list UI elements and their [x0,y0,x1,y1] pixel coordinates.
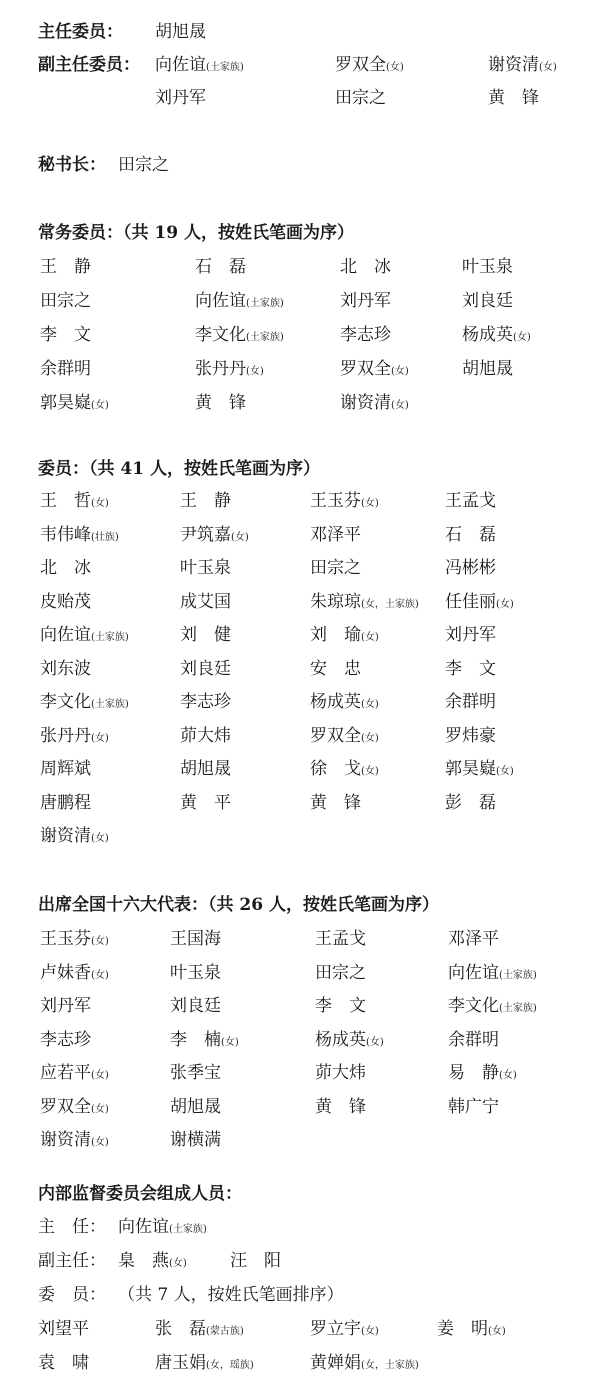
person-name: 邓泽平 [448,929,499,949]
person-name: 杨成英 [462,325,513,345]
person-name: 尹筑嘉 [180,524,231,545]
person-name: 韦伟峰 [40,524,91,545]
person-entry [445,557,496,579]
person-name: 谢横满 [170,1130,221,1150]
person-name: 罗双全 [340,359,391,379]
person-entry [462,358,513,380]
person-entry [180,758,231,780]
person-name: 韩广宁 [448,1096,499,1117]
person-entry [180,792,231,814]
person-name: 张丹丹 [40,725,91,746]
person-entry [40,557,91,579]
person-name: 汪 阳 [230,1251,281,1271]
person-entry [310,758,379,783]
person-name: 安 忠 [310,658,361,679]
person-entry [315,995,366,1017]
person-name: 向佐谊 [195,291,246,311]
person-name: 刘望平 [38,1319,89,1339]
person-entry [195,392,246,414]
person-name: 罗炜豪 [445,725,496,746]
supervision-chair [118,1216,207,1241]
person-entry [195,324,284,349]
person-entry [40,691,129,716]
person-entry [315,1096,366,1118]
supervision-members-note: （共 7 人，按姓氏笔画排序） [118,1285,344,1305]
person-name: 王玉芬 [310,491,361,511]
vice-chair-label: 副主任委员： [38,55,140,75]
person-name: 石 磊 [445,524,496,545]
person-entry [40,825,109,850]
person-entry [40,1029,91,1051]
person-name: 刘丹军 [340,291,391,311]
person-name: 卢妹香 [40,962,91,983]
person-entry [40,358,91,380]
person-entry [310,691,379,716]
person-entry [340,290,391,312]
person-name: 胡旭晟 [180,759,231,779]
person-entry [310,624,379,649]
person-entry [40,758,91,780]
person-note: (女) [361,632,379,643]
person-entry [462,324,531,349]
person-entry [40,524,119,549]
person-name: 成艾国 [180,591,231,612]
person-note: (女) [221,1036,239,1048]
person-note: (女) [91,969,109,981]
person-name: 叶玉泉 [170,962,221,983]
person-note: (女，土家族) [361,598,419,610]
person-name: 唐玉娟 [155,1353,206,1373]
person-note: (女) [366,1036,384,1048]
person-name: 谢资清 [488,55,539,75]
person-entry [40,624,129,649]
person-note: (土家族) [91,699,129,710]
person-entry [180,691,231,713]
person-name: 谢资清 [340,393,391,413]
person-entry [170,1062,221,1084]
person-name: 胡旭晟 [170,1096,221,1117]
person-name: 罗双全 [40,1096,91,1117]
person-entry [170,1029,239,1054]
person-entry [40,490,109,515]
person-entry [448,962,537,987]
person-name: 张季宝 [170,1063,221,1083]
person-name: 黄 锋 [310,792,361,813]
person-entry [310,490,379,515]
supervision-title: 内部监督委员会组成人员： [38,1184,242,1204]
person-entry [488,87,539,109]
person-name: 王 静 [40,257,91,277]
person-name: 茆大炜 [180,725,231,746]
person-note: (女) [91,1103,109,1115]
person-name: 向佐谊 [155,55,206,75]
person-name: 茆大炜 [315,1063,366,1083]
supervision-members-label: 委 员： [38,1285,106,1305]
person-note: (女) [513,332,531,343]
person-entry [170,928,221,950]
person-entry [448,1062,517,1087]
person-entry [445,725,496,747]
person-note: (壮族) [91,531,119,543]
person-entry [448,928,499,950]
person-entry [155,87,206,109]
person-entry [170,1096,221,1118]
person-name: 罗双全 [335,55,386,75]
person-name: 谢资清 [40,826,91,846]
person-name: 刘良廷 [170,996,221,1016]
person-name: 余群明 [448,1029,499,1050]
person-entry [40,256,91,278]
person-name: 罗立宇 [310,1319,361,1339]
person-name: 李文化 [40,692,91,712]
person-entry [180,490,231,512]
person-note: (女) [361,498,379,509]
person-entry [445,792,496,814]
person-name: 王 哲 [40,491,91,511]
person-note: (女) [499,1070,517,1081]
person-entry [38,1352,89,1374]
person-entry [180,524,249,549]
person-entry [40,725,109,750]
person-entry [40,290,91,312]
person-name: 唐鹏程 [40,792,91,813]
person-name: 向佐谊 [118,1217,169,1237]
person-entry [180,725,231,747]
person-name: 黄婵娟 [310,1353,361,1373]
person-name: 张 磊 [155,1319,206,1339]
person-entry [310,792,361,814]
person-name: 李 文 [315,996,366,1016]
person-name: 田宗之 [335,88,386,108]
person-name: 李 文 [40,325,91,345]
person-entry [310,591,419,616]
person-entry [40,962,109,987]
person-name: 皮贻茂 [40,591,91,612]
person-name: 易 静 [448,1063,499,1083]
person-name: 余群明 [445,692,496,712]
person-name: 刘 瑜 [310,625,361,645]
person-entry [170,1129,221,1151]
delegates-title: 出席全国十六大代表：（共 26 人，按姓氏笔画为序） [38,895,439,915]
person-entry [170,962,221,984]
person-entry [40,591,91,613]
person-name: 王孟戈 [315,929,366,949]
person-name: 黄 平 [180,792,231,813]
person-entry [448,995,537,1020]
person-name: 刘 健 [180,625,231,645]
person-name: 胡旭晟 [462,359,513,379]
person-entry [180,557,231,579]
person-entry [437,1318,506,1343]
person-note: (土家族) [499,969,537,981]
person-name: 北 冰 [40,558,91,578]
person-note: (女) [91,498,109,509]
person-entry [155,1352,254,1377]
person-name: 谢资清 [40,1130,91,1150]
person-name: 王玉芬 [40,929,91,949]
person-name: 黄 锋 [488,88,539,108]
person-name: 刘良廷 [180,658,231,679]
person-entry [445,624,496,646]
person-name: 黄 锋 [195,393,246,413]
person-entry [315,928,366,950]
person-note: (土家族) [91,632,129,643]
person-note: (女) [539,62,557,73]
person-note: (女) [488,1326,506,1337]
person-entry [40,1096,109,1121]
person-entry [310,524,361,546]
person-name: 邓泽平 [310,524,361,545]
person-note: (土家族) [169,1224,207,1235]
person-entry [40,928,109,953]
person-name: 叶玉泉 [180,558,231,578]
person-entry [462,256,513,278]
person-name: 应若平 [40,1063,91,1083]
person-entry [40,1129,109,1154]
person-entry [462,290,513,312]
person-note: (女) [361,1326,379,1337]
person-entry [310,658,361,680]
person-entry [340,358,409,383]
person-name: 王孟戈 [445,491,496,511]
person-note: (土家族) [499,1003,537,1014]
person-entry [170,995,221,1017]
person-entry [310,1352,419,1377]
person-entry [195,290,284,315]
person-name: 向佐谊 [40,625,91,645]
person-name: 石 磊 [195,257,246,277]
person-name: 北 冰 [340,257,391,277]
secretary-name: 田宗之 [118,155,169,175]
person-entry [40,792,91,814]
person-entry [180,624,231,646]
person-entry [448,1029,499,1051]
person-entry [445,658,496,680]
person-entry [445,490,496,512]
person-name: 李 文 [445,658,496,679]
person-name: 臬 燕 [118,1251,169,1271]
person-name: 郭昊嶷 [445,759,496,779]
members-title: 委员：（共 41 人，按姓氏笔画为序） [38,459,320,479]
person-note: (女) [391,366,409,377]
person-name: 袁 啸 [38,1353,89,1373]
person-name: 刘丹军 [445,625,496,645]
person-entry [40,995,91,1017]
person-name: 田宗之 [40,291,91,311]
person-entry [315,1029,384,1054]
person-name: 李文化 [195,325,246,345]
person-note: (女，土家族) [361,1360,419,1371]
person-note: (女) [91,1070,109,1081]
person-entry [195,358,264,383]
person-name: 罗双全 [310,725,361,746]
person-entry [40,658,91,680]
person-name: 徐 戈 [310,759,361,779]
person-name: 田宗之 [315,962,366,983]
person-entry [340,324,391,346]
person-entry [155,54,244,79]
person-note: (女) [91,936,109,947]
person-note: (女，瑶族) [206,1360,254,1371]
person-name: 李文化 [448,996,499,1016]
person-name: 李志珍 [180,692,231,712]
person-entry [448,1096,499,1118]
person-name: 任佳丽 [445,591,496,612]
person-entry [195,256,246,278]
person-name: 李 楠 [170,1029,221,1050]
person-name: 余群明 [40,359,91,379]
person-name: 杨成英 [315,1029,366,1050]
person-entry [445,691,496,713]
person-entry [445,591,514,616]
person-entry [155,1318,244,1343]
person-entry [315,1062,366,1084]
person-name: 田宗之 [310,558,361,578]
person-note: (女) [91,732,109,744]
chair-name: 胡旭晟 [155,22,206,42]
secretary-label: 秘书长： [38,155,106,175]
person-entry [310,557,361,579]
person-name: 王国海 [170,929,221,949]
person-name: 刘良廷 [462,291,513,311]
person-note: (女) [361,766,379,777]
person-note: (土家族) [246,298,284,309]
chair-label: 主任委员： [38,22,123,42]
person-entry [310,1318,379,1343]
standing-committee-title: 常务委员：（共 19 人，按姓氏笔画为序） [38,223,354,243]
person-entry [40,1062,109,1087]
person-note: (土家族) [246,332,284,343]
person-entry [40,392,109,417]
person-name: 冯彬彬 [445,558,496,578]
person-name: 刘丹军 [40,996,91,1016]
person-name: 彭 磊 [445,792,496,813]
person-entry [38,1318,89,1340]
person-note: (女) [169,1258,187,1269]
person-entry [40,324,91,346]
person-name: 叶玉泉 [462,257,513,277]
supervision-vice-1 [118,1250,187,1275]
person-note: (女) [496,598,514,610]
supervision-vice-2 [230,1250,281,1275]
person-entry [335,87,386,109]
person-name: 黄 锋 [315,1096,366,1117]
person-name: 王 静 [180,491,231,511]
person-entry [445,758,514,783]
person-note: (女) [496,766,514,777]
person-note: (女) [361,732,379,744]
person-name: 朱琼琼 [310,591,361,612]
person-entry [315,962,366,984]
person-name: 李志珍 [40,1029,91,1050]
person-name: 李志珍 [340,325,391,345]
person-name: 刘丹军 [155,88,206,108]
person-entry [340,256,391,278]
person-note: (女) [91,1137,109,1148]
person-entry [180,591,231,613]
person-name: 杨成英 [310,692,361,712]
person-entry [488,54,557,79]
person-name: 周辉斌 [40,759,91,779]
person-entry [310,725,379,750]
person-name: 刘东波 [40,658,91,679]
person-entry [445,524,496,546]
person-note: (土家族) [206,62,244,73]
person-note: (蒙古族) [206,1326,244,1337]
person-note: (女) [91,833,109,844]
person-note: (女) [386,62,404,73]
person-name: 张丹丹 [195,359,246,379]
person-note: (女) [361,699,379,710]
person-note: (女) [91,400,109,411]
person-entry [335,54,404,79]
person-note: (女) [246,366,264,377]
supervision-chair-label: 主 任： [38,1217,106,1237]
person-name: 向佐谊 [448,962,499,983]
person-note: (女) [391,400,409,411]
person-note: (女) [231,531,249,543]
person-entry [340,392,409,417]
supervision-vice-label: 副主任： [38,1251,106,1271]
person-name: 姜 明 [437,1319,488,1339]
person-name: 郭昊嶷 [40,393,91,413]
person-entry [180,658,231,680]
